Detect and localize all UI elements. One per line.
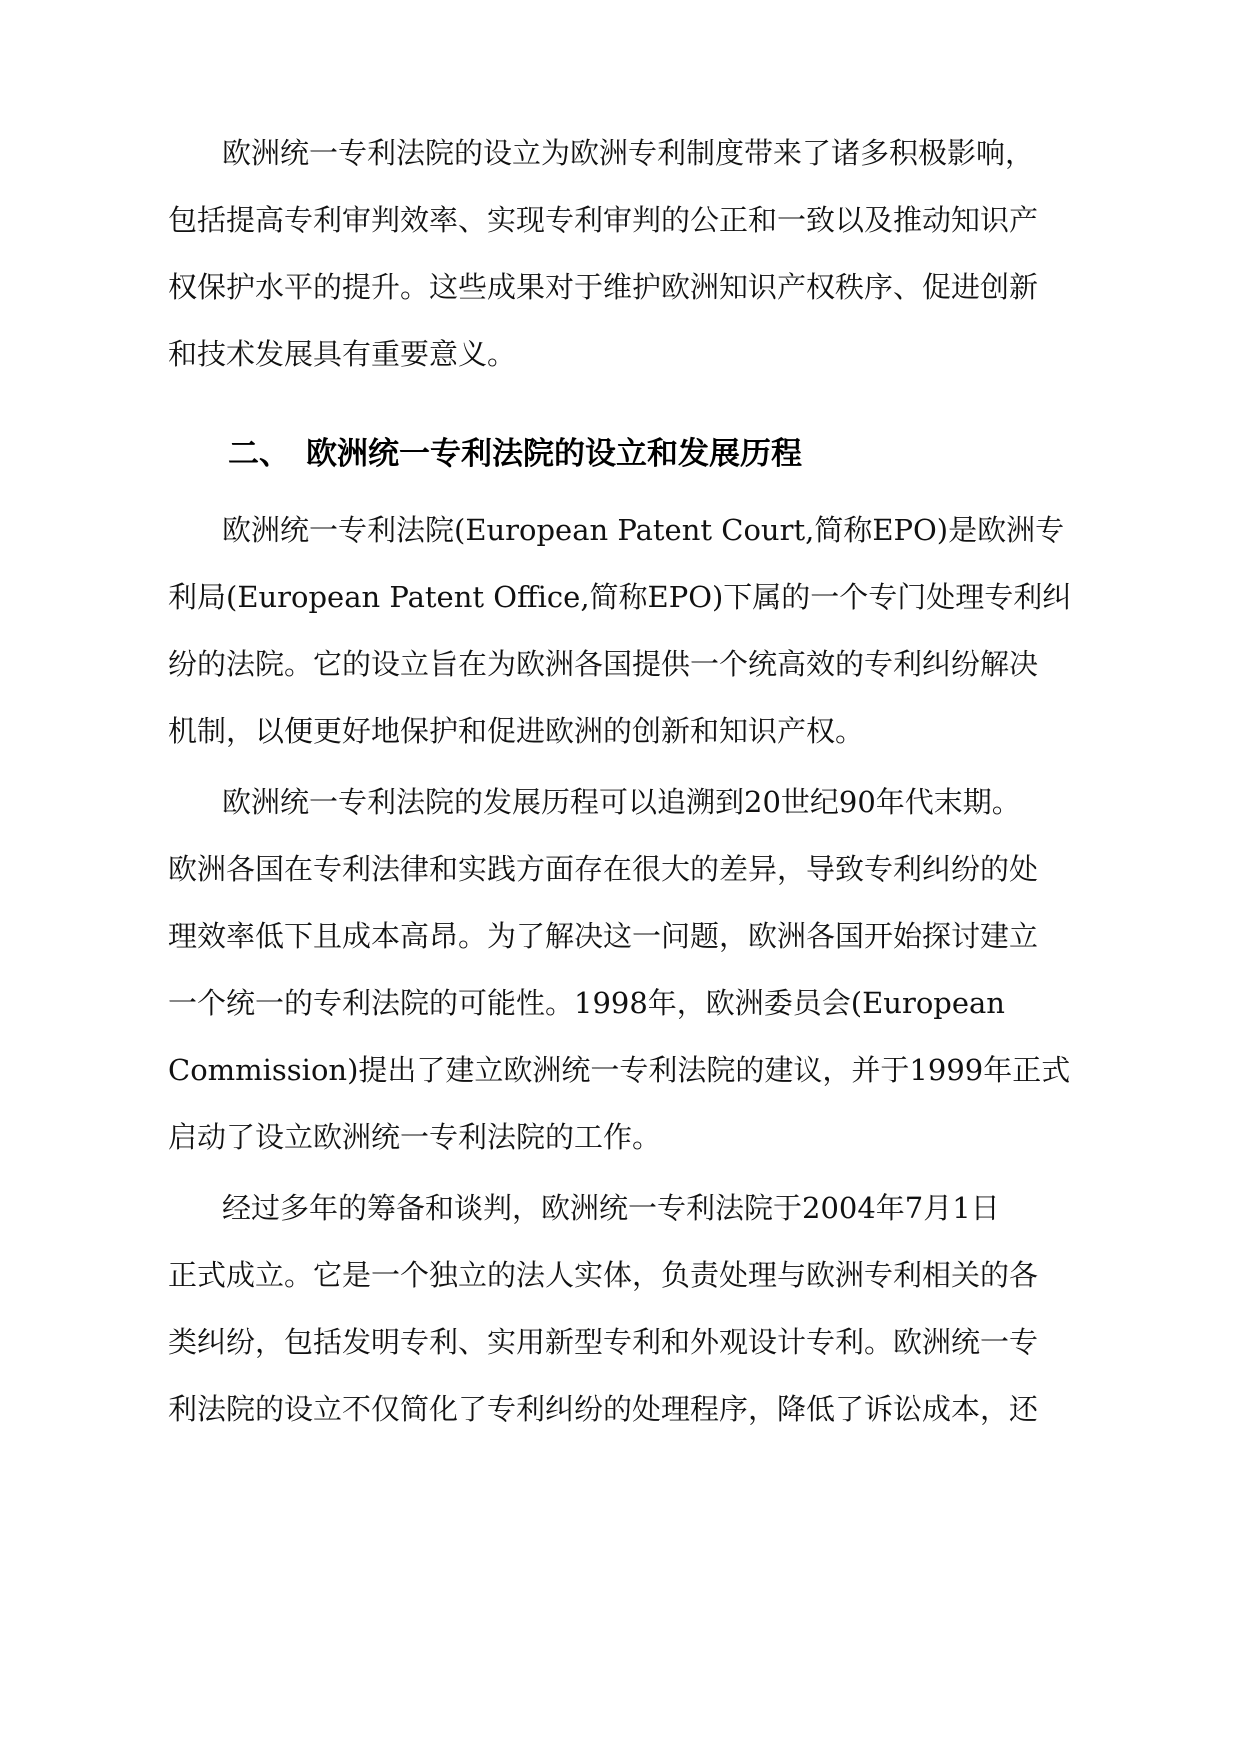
- paragraph-1-line: 权保护水平的提升。这些成果对于维护欧洲知识产权秩序、促进创新: [168, 270, 1039, 304]
- paragraph-1-line: 包括提高专利审判效率、实现专利审判的公正和一致以及推动知识产: [168, 203, 1039, 237]
- paragraph-3-line: 启动了设立欧洲统一专利法院的工作。: [168, 1120, 662, 1154]
- paragraph-3-line: 理效率低下且成本高昂。为了解决这一问题，欧洲各国开始探讨建立: [168, 919, 1039, 953]
- paragraph-2-line: 利局(European Patent Office,简称EPO)下属的一个专门处理专利纠: [168, 580, 1072, 614]
- paragraph-1-line: 欧洲统一专利法院的设立为欧洲专利制度带来了诸多积极影响，: [222, 136, 1035, 170]
- paragraph-4-line: 类纠纷，包括发明专利、实用新型专利和外观设计专利。欧洲统一专: [168, 1325, 1039, 1359]
- paragraph-4-line: 利法院的设立不仅简化了专利纠纷的处理程序，降低了诉讼成本，还: [168, 1392, 1039, 1426]
- paragraph-4-line: 正式成立。它是一个独立的法人实体，负责处理与欧洲专利相关的各: [168, 1258, 1039, 1292]
- paragraph-2-line: 机制，以便更好地保护和促进欧洲的创新和知识产权。: [168, 714, 865, 748]
- section-title: 欧洲统一专利法院的设立和发展历程: [306, 436, 802, 472]
- section-number: 二、: [228, 436, 290, 472]
- paragraph-1-line: 和技术发展具有重要意义。: [168, 337, 517, 371]
- section-heading: [228, 434, 802, 474]
- paragraph-2-line: 欧洲统一专利法院(European Patent Court,简称EPO)是欧洲专: [222, 513, 1065, 547]
- paragraph-2-line: 纷的法院。它的设立旨在为欧洲各国提供一个统高效的专利纠纷解决: [168, 647, 1039, 681]
- paragraph-3-line: 欧洲统一专利法院的发展历程可以追溯到20世纪90年代末期。: [222, 785, 1021, 819]
- paragraph-4-line: 经过多年的筹备和谈判，欧洲统一专利法院于2004年7月1日: [222, 1191, 1000, 1225]
- paragraph-3-line: Commission)提出了建立欧洲统一专利法院的建议，并于1999年正式: [168, 1053, 1071, 1087]
- paragraph-3-line: 一个统一的专利法院的可能性。1998年，欧洲委员会(European: [168, 986, 1005, 1020]
- paragraph-3-line: 欧洲各国在专利法律和实践方面存在很大的差异，导致专利纠纷的处: [168, 852, 1039, 886]
